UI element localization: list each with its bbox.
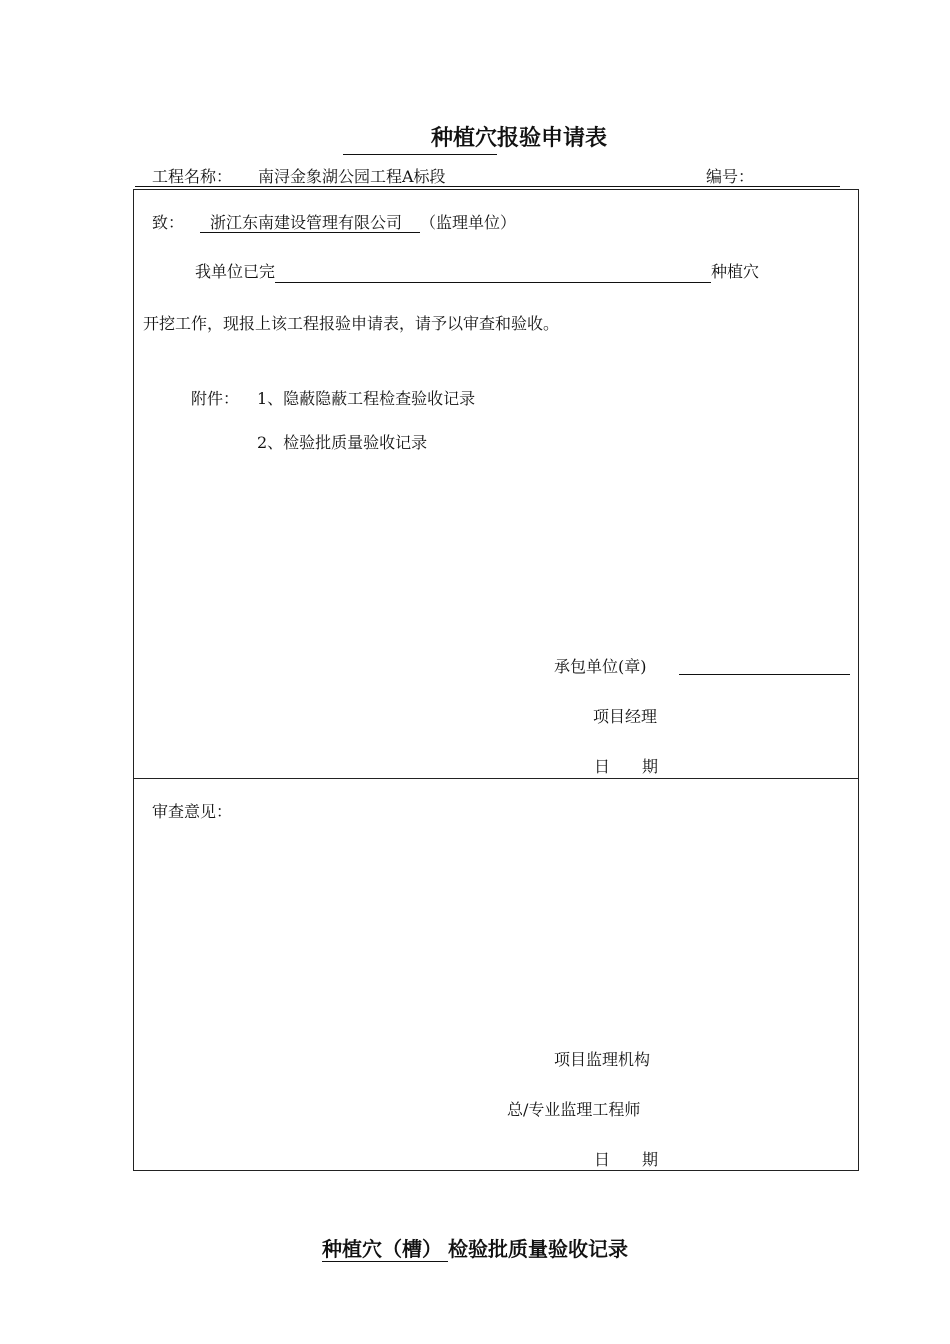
chief-engineer-label: 总/专业监理工程师 — [507, 1100, 641, 1119]
attachments-label: 附件： — [191, 389, 240, 408]
form-title — [0, 124, 950, 155]
review-opinion-label: 审查意见： — [152, 802, 233, 821]
completion-prefix: 我单位已完 — [195, 262, 276, 281]
header-underline — [135, 186, 840, 187]
form-title-underlined: 种植穴 — [343, 124, 497, 155]
supervisor-unit-line — [200, 212, 516, 234]
supervision-org-label: 项目监理机构 — [554, 1050, 651, 1069]
attachment-1: 1、隐蔽隐蔽工程检查验收记录 — [257, 389, 476, 408]
project-name-label: 工程名称： — [152, 167, 233, 186]
contractor-date-label: 日 期 — [594, 757, 659, 776]
project-name-value: 南浔金象湖公园工程A标段 — [258, 167, 446, 186]
review-date-label: 日 期 — [594, 1150, 659, 1169]
supervisor-unit-name: 浙江东南建设管理有限公司 — [200, 213, 420, 233]
number-label: 编号： — [706, 167, 755, 186]
contractor-label: 承包单位(章) — [554, 657, 647, 676]
application-form-box — [133, 189, 859, 1171]
completion-statement-line2: 开挖工作，现报上该工程报验申请表，请予以审查和验收。 — [143, 314, 560, 333]
review-section-divider — [133, 778, 859, 779]
completion-suffix: 种植穴 — [711, 262, 760, 281]
completion-statement — [195, 261, 759, 283]
second-form-title-underlined: 种植穴（槽） — [322, 1237, 448, 1262]
project-manager-label: 项目经理 — [593, 707, 658, 726]
work-item-blank[interactable] — [275, 264, 711, 283]
contractor-signature-blank[interactable] — [679, 674, 850, 675]
to-label: 致： — [152, 213, 185, 232]
supervisor-unit-suffix: （监理单位） — [420, 213, 517, 232]
second-form-title — [0, 1233, 950, 1262]
second-form-title-rest: 检验批质量验收记录 — [448, 1237, 628, 1261]
attachment-2: 2、检验批质量验收记录 — [257, 433, 428, 452]
form-title-rest: 报验申请表 — [497, 126, 608, 151]
